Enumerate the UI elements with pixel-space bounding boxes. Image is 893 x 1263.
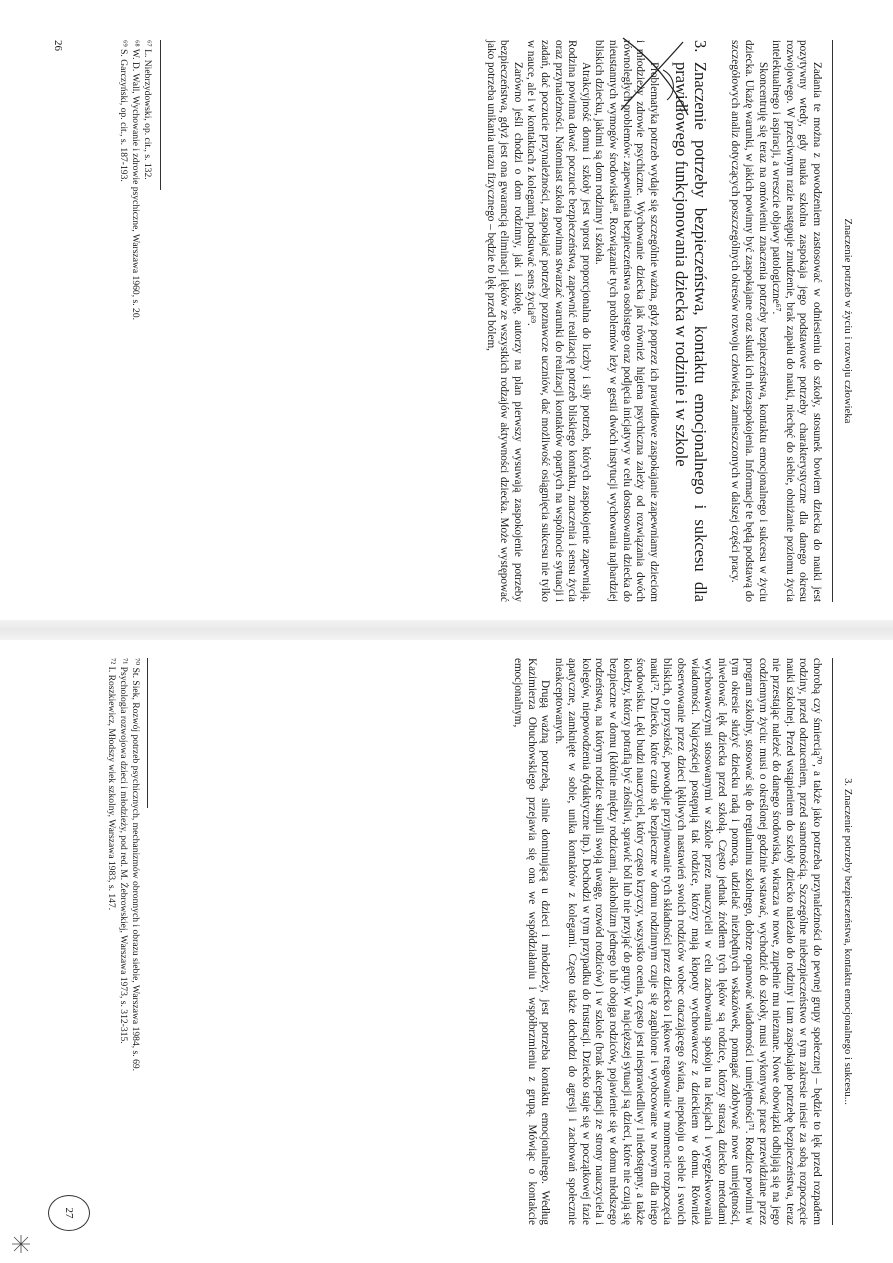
paragraph: Atrakcyjność domu i szkoły jest wprost proporcjonalna do liczby i siły potrzeb, których zaspokojenie zapewniają. Rodzina powinna dawać poczucie bezpieczeństwa, zapewnić realizację potrzeb bliskiego kontaktu, znaczenia i sensu życia oraz przynależności. Natomiast szkoła powinna stwarzać warunki do realizacji kontaktów opartych na wspólnocie sytuacji i zadań, dać poczucie przynależności, zaspokajać potrzeby poznawcze uczniów, dać możliwość osiągnięcia sukcesu nie tylko w nauce, ale i w kontaktach z kolegami, podsuwać sens życia⁶⁹. [525,40,592,602]
section-heading [672,40,710,602]
running-head-right: 3. Znaczenie potrzeby bezpieczeństwa, kontaktu emocjonalnego i sukcesu... [842,778,853,1105]
left-body-text [483,40,823,602]
running-head-rule [832,658,833,1225]
paragraph: Drugą ważną potrzebą, silnie dominującą u dzieci i młodzieży, jest potrzeba kontaktu emocjonalnego. Według Kazimierza Obuchowskiego przejawia się ona we współdziałaniu i współbrzmieniu z grupą. Mówiąc o kontakcie emocjonalnym, [511,658,552,1225]
footnote: ⁶⁷ L. Niebrzydowski, op. cit., s. 132. [142,40,153,180]
footnotes-right [105,658,141,1225]
page-number: 26 [52,40,64,51]
running-head-rule [832,40,833,602]
right-body-text [510,658,823,1225]
footnote-rule [160,40,161,190]
paragraph: Zadania te można z powodzeniem zastosować w odniesieniu do szkoły, stosunek bowiem dziecka do nauki jest pozytywny wtedy, gdy nauka szkolna zaspokaja jego podstawowe potrzeby charakterystyczne dla danego okresu rozwojowego. W przeciwnym razie następuje znudzenie, brak zapału do nauki, niechęć do siebie, obniżanie poziomu życia intelektualnego i aspiracji, a wreszcie objawy patologiczne⁶⁷. [770,40,823,602]
page-left [0,0,893,620]
paragraph: chorobą czy śmiercią⁷⁰, a także jako potrzeba przynależności do pewnej grupy społecznej – będzie to lęk przed rozpadem rodziny, przed odrzuceniem, przed samotnością. Szczególne niebezpieczeństwo w tym zakresie niesie za sobą rozpoczęcie nauki szkolnej. Przed wstąpieniem do szkoły dziecko należało do rodziny i tam zaspokajało potrzebę bezpieczeństwa, teraz nie przestając należeć do danego środowiska, wkracza w nowe, zupełnie mu nieznane. Nowe obowiązki odbijają się na jego codziennym życiu: musi o określonej godzinie wstawać, wychodzić do szkoły, musi wykonywać prace przewidziane przez program szkolny, stosować się do regulaminu szkolnego, dobrze opanować wiadomości i umiejętności⁷¹. Rodzice powinni w tym okresie służyć dziecku radą i pomocą, udzielać niezbędnych wskazówek, pomagać zdobywać nowe umiejętności, niwelować lęk dziecka przed szkołą. Często jednak źródłem tych lęków są rodzice, którzy straszą dziecko metodami wychowawczymi stosowanymi w szkole przez nauczycieli w celu zachowania spokoju na lekcjach i wyegzekwowania wiadomości. Najczęściej postępują tak rodzice, którzy mają kłopoty wychowawcze z dzieckiem w domu. Również obserwowanie przez dzieci lękliwych nastawień swoich rodziców wobec otaczającego świata, niepokoju o siebie i swoich bliskich, o przyszłość, powoduje przyjmowanie tych składności przez dziecko i lękowe reagowanie w momencie rozpoczęcia nauki⁷². Dziecko, które czuło się bezpieczne w domu rodzinnym czuje się zagubione i wyobcowane w nowym dla niego środowisku. Lęki budzi nauczyciel, który często krzyczy, wszystko ocenia, często jest niesprawiedliwy i niedostępny, a także koledzy, którzy potrafią być złośliwi, sprawić ból lub nie przyjąć do grupy. W najcięższej sytuacji są dzieci, które nie czują się bezpieczne w domu (kłótnie między rodzicami, alkoholizm jednego lub obojga rodziców, pojawienie się w domu młodszego rodzeństwa, na którym rodzice skupili swoją uwagę, rozwód rodziców) i w szkole (brak akceptacji ze strony nauczyciela i kolegów, niepowodzenia dydaktyczne itp.). Dochodzi w tym przypadku do frustracji. Dziecko staje się w początkowej fazie apatyczne, zamknięte w sobie, unika kontaktów z kolegami. Często także dochodzi do agresji i zachowań społecznie nieakceptowanych. [552,658,823,1225]
pen-cross-mark-icon [613,30,693,120]
pen-star-mark-icon [10,1233,32,1255]
paragraph: Zarówno jeśli chodzi o dom rodzinny, jak i szkołę, autorzy na plan pierwszy wysuwają zaspokojenie potrzeby bezpieczeństwa, gdyż jest ona gwarancją eliminacji lęków ze wszystkich rodzajów aktywności dziecka. Może występować jako potrzeba unikania urazu fizycznego – będzie to lęk przed bólem, [484,40,524,602]
footnote: ⁷² I. Roszkiewicz, Młodszy wiek szkolny, Warszawa 1983, s. 147. [106,658,117,911]
running-head-left: Znaczenie potrzeb w życiu i rozwoju człowieka [842,218,853,424]
paragraph: Skoncentruję się teraz na omówieniu znaczenia potrzeby bezpieczeństwa, kontaktu emocjonalnego i sukcesu w życiu dziecka. Ukażę warunki, w jakich powinny być zaspokajane oraz skutki ich niezaspokojenia. Informacje te będą podstawą do szczegółowych analiz dotyczących poszczególnych okresów rozwoju człowieka, zamieszczonych w dalszej części pracy. [729,40,769,602]
footnote: ⁷⁰ St. Siek, Rozwój potrzeb psychicznych, mechanizmów obronnych i obrazu siebie, Warszawa 1984, s. 69. [130,658,141,1072]
paragraph: Problematyka potrzeb wydaje się szczególnie ważna, gdyż poprzez ich prawidłowe zaspokajanie zapewniamy dzieciom i młodzieży zdrowie psychiczne. Wychowanie dziecka jak również higiena psychiczna zależy od rozwiązania dwóch równoległych problemów: zapewnienia bezpieczeństwa osobistego oraz podjęcia inicjatywy w celu dostosowania dziecka do nieustannych wymogów środowiska⁶⁸. Rozwiązanie tych problemów leży w gestii dwóch instytucji wychowania najbardziej bliskich dziecku, jakimi są dom rodzinny i szkoła. [593,40,660,602]
section-title: Znaczenie potrzeby bezpieczeństwa, kontaktu emocjonalnego i sukcesu dla prawidłowego funkcjonowania dziecka w rodzinie i w szkole [671,62,710,602]
footnote-rule [147,658,148,808]
book-gutter [0,620,893,640]
footnote: ⁶⁹ S. Garczyński, op. cit., s. 187-193. [118,40,129,182]
page-right [0,640,893,1263]
section-number: 3. [690,40,710,53]
footnote: ⁶⁸ W. D. Wall, Wychowanie i zdrowie psychiczne, Warszawa 1960, s. 20. [130,40,141,321]
footnote: ⁷¹ Psychologia rozwojowa dzieci i młodzieży, pod red. M. Żebrowskiej, Warszawa 1973, s. 312-315. [118,658,129,1044]
page-number-circled: 27 [48,1195,90,1231]
footnotes-left [117,40,153,602]
